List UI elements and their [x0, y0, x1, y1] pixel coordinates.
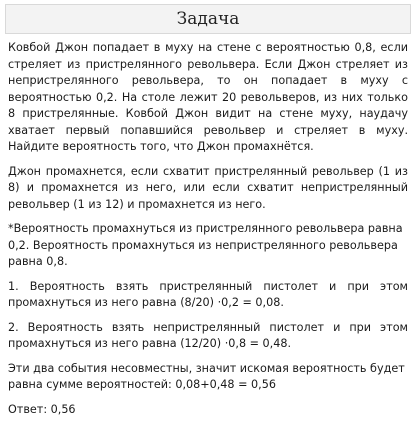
solution-conclusion: Эти два события несовместны, значит искомая вероятность будет равна сумме вероятностей: 0,08+0,48 = 0,56 [8, 361, 405, 391]
page-title: Задача [5, 4, 411, 34]
solution-intro: Джон промахнется, если схватит пристрелянный револьвер (1 из 8) и промахнется из него, или если схватит непристрелянный револьвер (1 из 12) и промахнется из него. [8, 164, 408, 211]
task-content [8, 40, 408, 426]
answer: Ответ: 0,56 [8, 402, 76, 416]
probability-note: *Вероятность промахнуться из пристрелянного револьвера равна 0,2. Вероятность промахнуться из непристрелянного револьвера равна 0,8. [8, 222, 403, 268]
solution-step-1: 1. Вероятность взять пристрелянный пистолет и при этом промахнуться из него равна (8/20) ·0,2 = 0,08. [8, 279, 408, 309]
problem-statement: Ковбой Джон попадает в муху на стене с вероятностью 0,8, если стреляет из пристрелянного револьвера. Если Джон стреляет из непристрелянного револьвера, то он попадает в муху с вероятностью 0,2. На столе лежит 20 револьверов, из них только 8 пристрелянные. Ковбой Джон видит на стене муху, наудачу хватает первый попавшийся револьвер и стреляет в муху. Найдите вероятность того, что Джон промахнётся. [8, 41, 408, 153]
solution-step-2: 2. Вероятность взять непристрелянный пистолет и при этом промахнуться из него равна (12/20) ·0,8 = 0,48. [8, 320, 408, 350]
